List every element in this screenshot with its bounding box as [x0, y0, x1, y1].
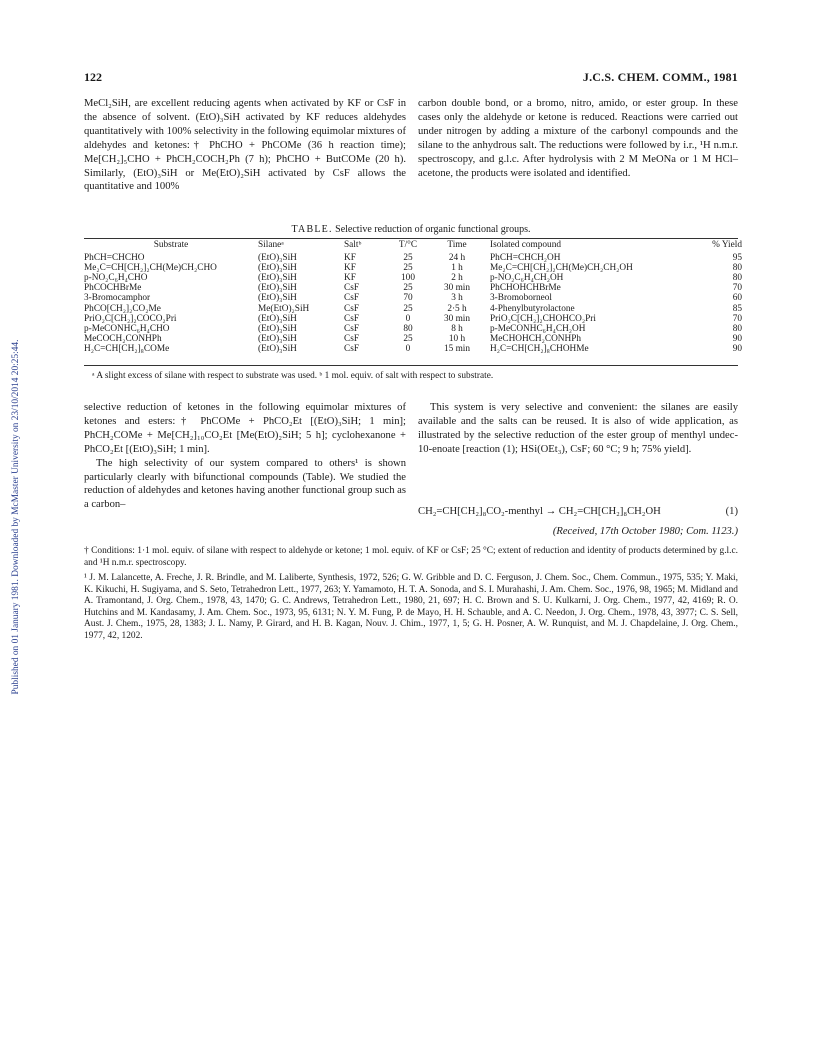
- table-cell: PriO₂C[CH₂]₂CHOHCO₂Pri: [490, 313, 596, 324]
- paragraph: This system is very selective and convenient: the silanes are easily available and the salts can be reused. It is also of wide application, as illustrated by the selective reduction of the ester group of menthyl undec-10-enoate [reaction (1); HSi(OEt₃), CsF; 60 °C; 9 h; 75% yield].: [418, 402, 738, 455]
- table-row: [84, 304, 742, 314]
- table-cell: 90: [732, 333, 742, 344]
- table-cell: 24 h: [448, 253, 466, 264]
- table-cell: p-NO₂C₆H₄CH₂OH: [490, 273, 564, 284]
- table-cell: (EtO)₃SiH: [258, 263, 297, 274]
- table-cell: H₂C=CH[CH₂]₈COMe: [84, 343, 170, 354]
- table-cell: 2·5 h: [447, 303, 467, 314]
- table-cell: H₂C=CH[CH₂]₈CHOHMe: [490, 343, 589, 354]
- table-cell: CsF: [344, 343, 359, 354]
- table-cell: (EtO)₃SiH: [258, 313, 297, 324]
- table-cell: KF: [344, 263, 356, 274]
- table-cell: PhCO[CH₂]₂CO₂Me: [84, 303, 161, 314]
- table-cell: 100: [401, 273, 415, 284]
- paragraph: carbon double bond, or a bromo, nitro, amido, or ester group. In these cases only the aldehyde or ketone is reduced. Reactions were carried out under nitrogen by adding a mixture of the carbonyl compounds and the silane to the anhydrous salt. The reductions were followed by i.r., ¹H n.m.r. spectroscopy, and g.l.c. After hydrolysis with 2 M MeONa or 1 M HCl–acetone, the products were isolated and identified.: [418, 98, 738, 179]
- table-cell: (EtO)₃SiH: [258, 273, 297, 284]
- table-body: [84, 253, 742, 354]
- table-cell: PhCH=CHCH₂OH: [490, 253, 561, 264]
- table-caption-label: TABLE.: [291, 224, 333, 235]
- column-header: T/°C: [398, 240, 418, 250]
- table-cell: 25: [403, 263, 413, 274]
- table-cell: 3-Bromoborneol: [490, 293, 552, 304]
- table-cell: 8 h: [451, 323, 463, 334]
- table-cell: CsF: [344, 313, 359, 324]
- table-cell: 70: [403, 293, 413, 304]
- table-footnote: ᵃ A slight excess of silane with respect to substrate was used. ᵇ 1 mol. equiv. of salt with respect to substrate.: [92, 371, 494, 381]
- paragraph: selective reduction of ketones in the following equimolar mixtures of ketones and esters:† PhCOMe + PhCO₂Et [(EtO)₃SiH; 1 min]; PhCH₂COMe + Me[CH₂]₁₀CO₂Et [Me(EtO)₂SiH; 5 h]; cyclohexanone + PhCO₂Et [(EtO)₃SiH; 1 min].: [84, 402, 406, 455]
- table-cell: MeCHOHCH₂CONHPh: [490, 333, 582, 344]
- download-watermark: Published on 01 January 1981. Downloaded by McMaster University on 23/10/2014 20:25:44.: [11, 339, 21, 695]
- table-cell: MeCOCH₂CONHPh: [84, 333, 162, 344]
- table-cell: 0: [405, 313, 411, 324]
- body-column-bottom-left: [84, 401, 406, 512]
- paragraph: MeCl₂SiH, are excellent reducing agents when activated by KF or CsF in the absence of solvent. (EtO)₃SiH activated by KF reduces aldehydes quantitatively with 100% selectivity in the following equimolar mixtures of aldehydes and ketones:† PhCHO + PhCOMe (36 h reaction time); Me[CH₂]₅CHO + PhCH₂COCH₂Ph (7 h); PhCHO + ButCOMe (20 h). Similarly, (EtO)₃SiH or Me(EtO)₂SiH activated by CsF allows the quantitative and 100%: [84, 98, 406, 193]
- table-cell: 25: [403, 283, 413, 294]
- equation-text: CH₂=CH[CH₂]₈CO₂-menthyl → CH₂=CH[CH₂]₈CH₂OH: [418, 506, 661, 517]
- table-cell: 70: [732, 283, 742, 294]
- table-cell: KF: [344, 253, 356, 264]
- table-cell: p-MeCONHC₆H₄CH₂OH: [490, 323, 586, 334]
- table-cell: Me₂C=CH[CH₂]₂CH(Me)CH₂CH₂OH: [490, 263, 633, 274]
- table-cell: 90: [732, 343, 742, 354]
- equation-number: (1): [725, 506, 738, 517]
- table-cell: 30 min: [443, 313, 471, 324]
- received-date: (Received, 17th October 1980; Com. 1123.): [552, 526, 738, 537]
- table-cell: 3-Bromocamphor: [84, 293, 151, 304]
- paragraph: The high selectivity of our system compared to others¹ is shown particularly clearly with bifunctional compounds (Table). We studied the reduction of aldehydes and ketones having another functional group such as a carbon–: [84, 457, 406, 511]
- table-row: [84, 314, 742, 324]
- table-header-row: [84, 239, 742, 253]
- table-row: [84, 293, 742, 303]
- table-cell: 60: [732, 293, 742, 304]
- table-cell: 30 min: [443, 283, 471, 294]
- table-cell: 80: [732, 273, 742, 284]
- table-cell: 80: [732, 263, 742, 274]
- column-header: Isolated compound: [490, 240, 562, 250]
- table-cell: 80: [403, 323, 413, 334]
- table-caption-text: Selective reduction of organic functional groups.: [335, 224, 531, 235]
- table-cell: (EtO)₃SiH: [258, 333, 297, 344]
- body-column-top-left: [84, 97, 406, 194]
- table-cell: (EtO)₃SiH: [258, 253, 297, 264]
- table-cell: CsF: [344, 303, 359, 314]
- table-row: [84, 283, 742, 293]
- table-cell: (EtO)₃SiH: [258, 323, 297, 334]
- table-cell: PhCHOHCHBrMe: [490, 283, 561, 294]
- column-header: Substrate: [153, 240, 189, 250]
- page-number: 122: [84, 70, 102, 84]
- table-cell: KF: [344, 273, 356, 284]
- table-cell: (EtO)₃SiH: [258, 293, 297, 304]
- table-row: [84, 334, 742, 344]
- table-cell: Me(EtO)₂SiH: [258, 303, 310, 314]
- table-cell: 10 h: [448, 333, 466, 344]
- table-row: [84, 324, 742, 334]
- table-cell: CsF: [344, 333, 359, 344]
- table-cell: (EtO)₃SiH: [258, 283, 297, 294]
- table-cell: CsF: [344, 293, 359, 304]
- table-cell: CsF: [344, 323, 359, 334]
- table-caption: [84, 224, 738, 235]
- table-cell: 3 h: [451, 293, 463, 304]
- body-column-bottom-right: [418, 401, 738, 457]
- column-header: % Yield: [712, 240, 742, 250]
- body-column-top-right: [418, 97, 738, 180]
- table-cell: 2 h: [451, 273, 463, 284]
- table-cell: 95: [732, 253, 742, 264]
- table-row: [84, 273, 742, 283]
- column-header: Silaneᵃ: [258, 240, 284, 250]
- table-cell: PhCOCHBrMe: [84, 283, 142, 294]
- table-cell: 1 h: [451, 263, 463, 274]
- table-cell: 25: [403, 253, 413, 264]
- table-cell: (EtO)₃SiH: [258, 343, 297, 354]
- reaction-equation: [418, 506, 738, 517]
- table-cell: p-NO₂C₆H₄CHO: [84, 273, 148, 284]
- column-header: Time: [447, 240, 467, 250]
- table-cell: 80: [732, 323, 742, 334]
- table-cell: 70: [732, 313, 742, 324]
- journal-header: J.C.S. CHEM. COMM., 1981: [582, 70, 738, 84]
- table-cell: Me₂C=CH[CH₂]₂CH(Me)CH₂CHO: [84, 263, 217, 274]
- table-cell: PhCH=CHCHO: [84, 253, 145, 264]
- table-cell: 0: [405, 343, 411, 354]
- table-cell: 4-Phenylbutyrolactone: [490, 303, 575, 314]
- table-bottom-rule: [84, 365, 738, 366]
- references: ¹ J. M. Lalancette, A. Freche, J. R. Brindle, and M. Laliberte, Synthesis, 1972, 526; G. W. Gribble and D. C. Ferguson, J. Chem. Soc., Chem. Commun., 1975, 535; Y. Maki, K. Kikuchi, H. Sugiyama, and S. Seto, Tetrahedron Lett., 1977, 263; Y. Yamamoto, H. T. A. Sonoda, and S. I. Murahashi, J. Am. Chem. Soc., 1976, 98, 1965; M. Midland and A. Tramontand, J. Org. Chem., 1978, 43, 1470; G. C. Andrews, Tetrahedron Lett., 1980, 21, 697; H. C. Brown and S. U. Kulkarni, J. Org. Chem., 1977, 42, 4169; R. O. Hutchins and M. Kandasamy, J. Am. Chem. Soc., 1973, 95, 6131; N. Y. M. Fung, P. de Mayo, H. H. Schauble, and A. C. Needon, J. Org. Chem., 1978, 43, 3977; C. S. Sell, Aust. J. Chem., 1975, 28, 1383; J. L. Namy, P. Girard, and H. B. Kagan, Nouv. J. Chim., 1977, 1, 5; G. H. Posner, A. W. Runquist, and M. J. Chapdelaine, J. Org. Chem., 1977, 42, 1202.: [84, 573, 738, 641]
- results-table: [84, 239, 742, 354]
- table-cell: PriO₂C[CH₂]₂COCO₂Pri: [84, 313, 177, 324]
- table-row: [84, 263, 742, 273]
- table-cell: 15 min: [443, 343, 471, 354]
- table-cell: CsF: [344, 283, 359, 294]
- table-cell: 85: [732, 303, 742, 314]
- table-row: [84, 253, 742, 263]
- table-row: [84, 344, 742, 354]
- table-cell: 25: [403, 303, 413, 314]
- table-cell: 25: [403, 333, 413, 344]
- column-header: Saltᵇ: [344, 240, 362, 250]
- table-cell: p-MeCONHC₆H₄CHO: [84, 323, 170, 334]
- footnote-conditions: † Conditions: 1·1 mol. equiv. of silane with respect to aldehyde or ketone; 1 mol. equiv. of KF or CsF; 25 °C; extent of reduction and identity of products determined by g.l.c. and ¹H n.m.r. spectroscopy.: [84, 546, 738, 568]
